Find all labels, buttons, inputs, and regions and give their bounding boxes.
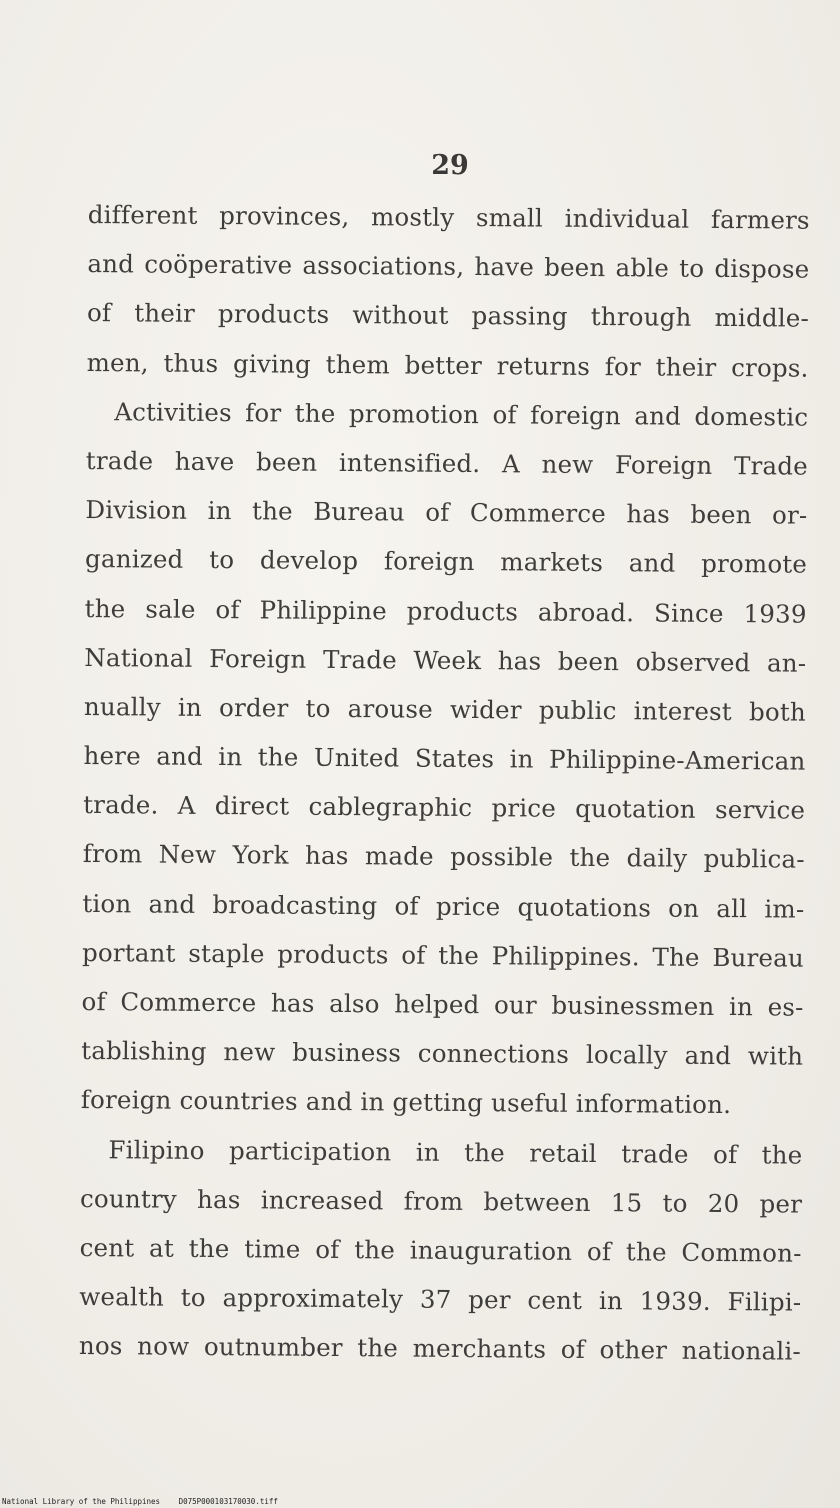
text-line: Activities for the promotion of foreign and domestic (114, 396, 809, 432)
text-line: National Foreign Trade Week has been observed an- (84, 642, 807, 678)
text-line: from New York has made possible the daily publica- (82, 839, 805, 875)
text-line: country has increased from between 15 to 20 per (79, 1183, 803, 1219)
text-line: trade. A direct cablegraphic price quotation service (83, 790, 806, 825)
text-line: cent at the time of the inauguration of the Common- (79, 1232, 802, 1268)
footer-file: D075P000103170030.tiff (178, 1497, 278, 1506)
text-line: foreign countries and in getting useful information. (80, 1085, 732, 1120)
footer-source: National Library of the Philippines (2, 1497, 161, 1506)
text-line: wealth to approximately 37 per cent in 1939. Filipi- (79, 1282, 802, 1317)
text-line: trade have been intensified. A new Foreign Trade (85, 445, 808, 481)
text-line: nos now outnumber the merchants of other nationali- (78, 1331, 802, 1366)
body-text (79, 190, 810, 1376)
text-line: portant staple products of the Philippines. The Bureau (81, 937, 805, 973)
text-line: here and in the United States in Philippine-American (83, 741, 806, 776)
text-line: Filipino participation in the retail trade of the (108, 1134, 803, 1170)
text-line: of Commerce has also helped our businessmen in es- (81, 986, 804, 1022)
scan-footer (2, 1497, 278, 1506)
text-line: the sale of Philippine products abroad. Since 1939 (84, 593, 807, 629)
text-line: tablishing new business connections locally and with (81, 1036, 804, 1071)
text-line: tion and broadcasting of price quotations on all im- (82, 888, 805, 924)
text-line: and coöperative associations, have been able to dispose (87, 249, 810, 284)
page-number: 29 (431, 150, 469, 181)
text-line: nually in order to arouse wider public interest both (83, 691, 807, 727)
text-line: of their products without passing through middle- (86, 298, 810, 334)
text-line: ganized to develop foreign markets and promote (84, 544, 808, 579)
text-line: men, thus giving them better returns for their crops. (86, 347, 809, 383)
text-line: different provinces, mostly small individual farmers (87, 199, 810, 235)
text-line: Division in the Bureau of Commerce has been or- (85, 495, 808, 530)
